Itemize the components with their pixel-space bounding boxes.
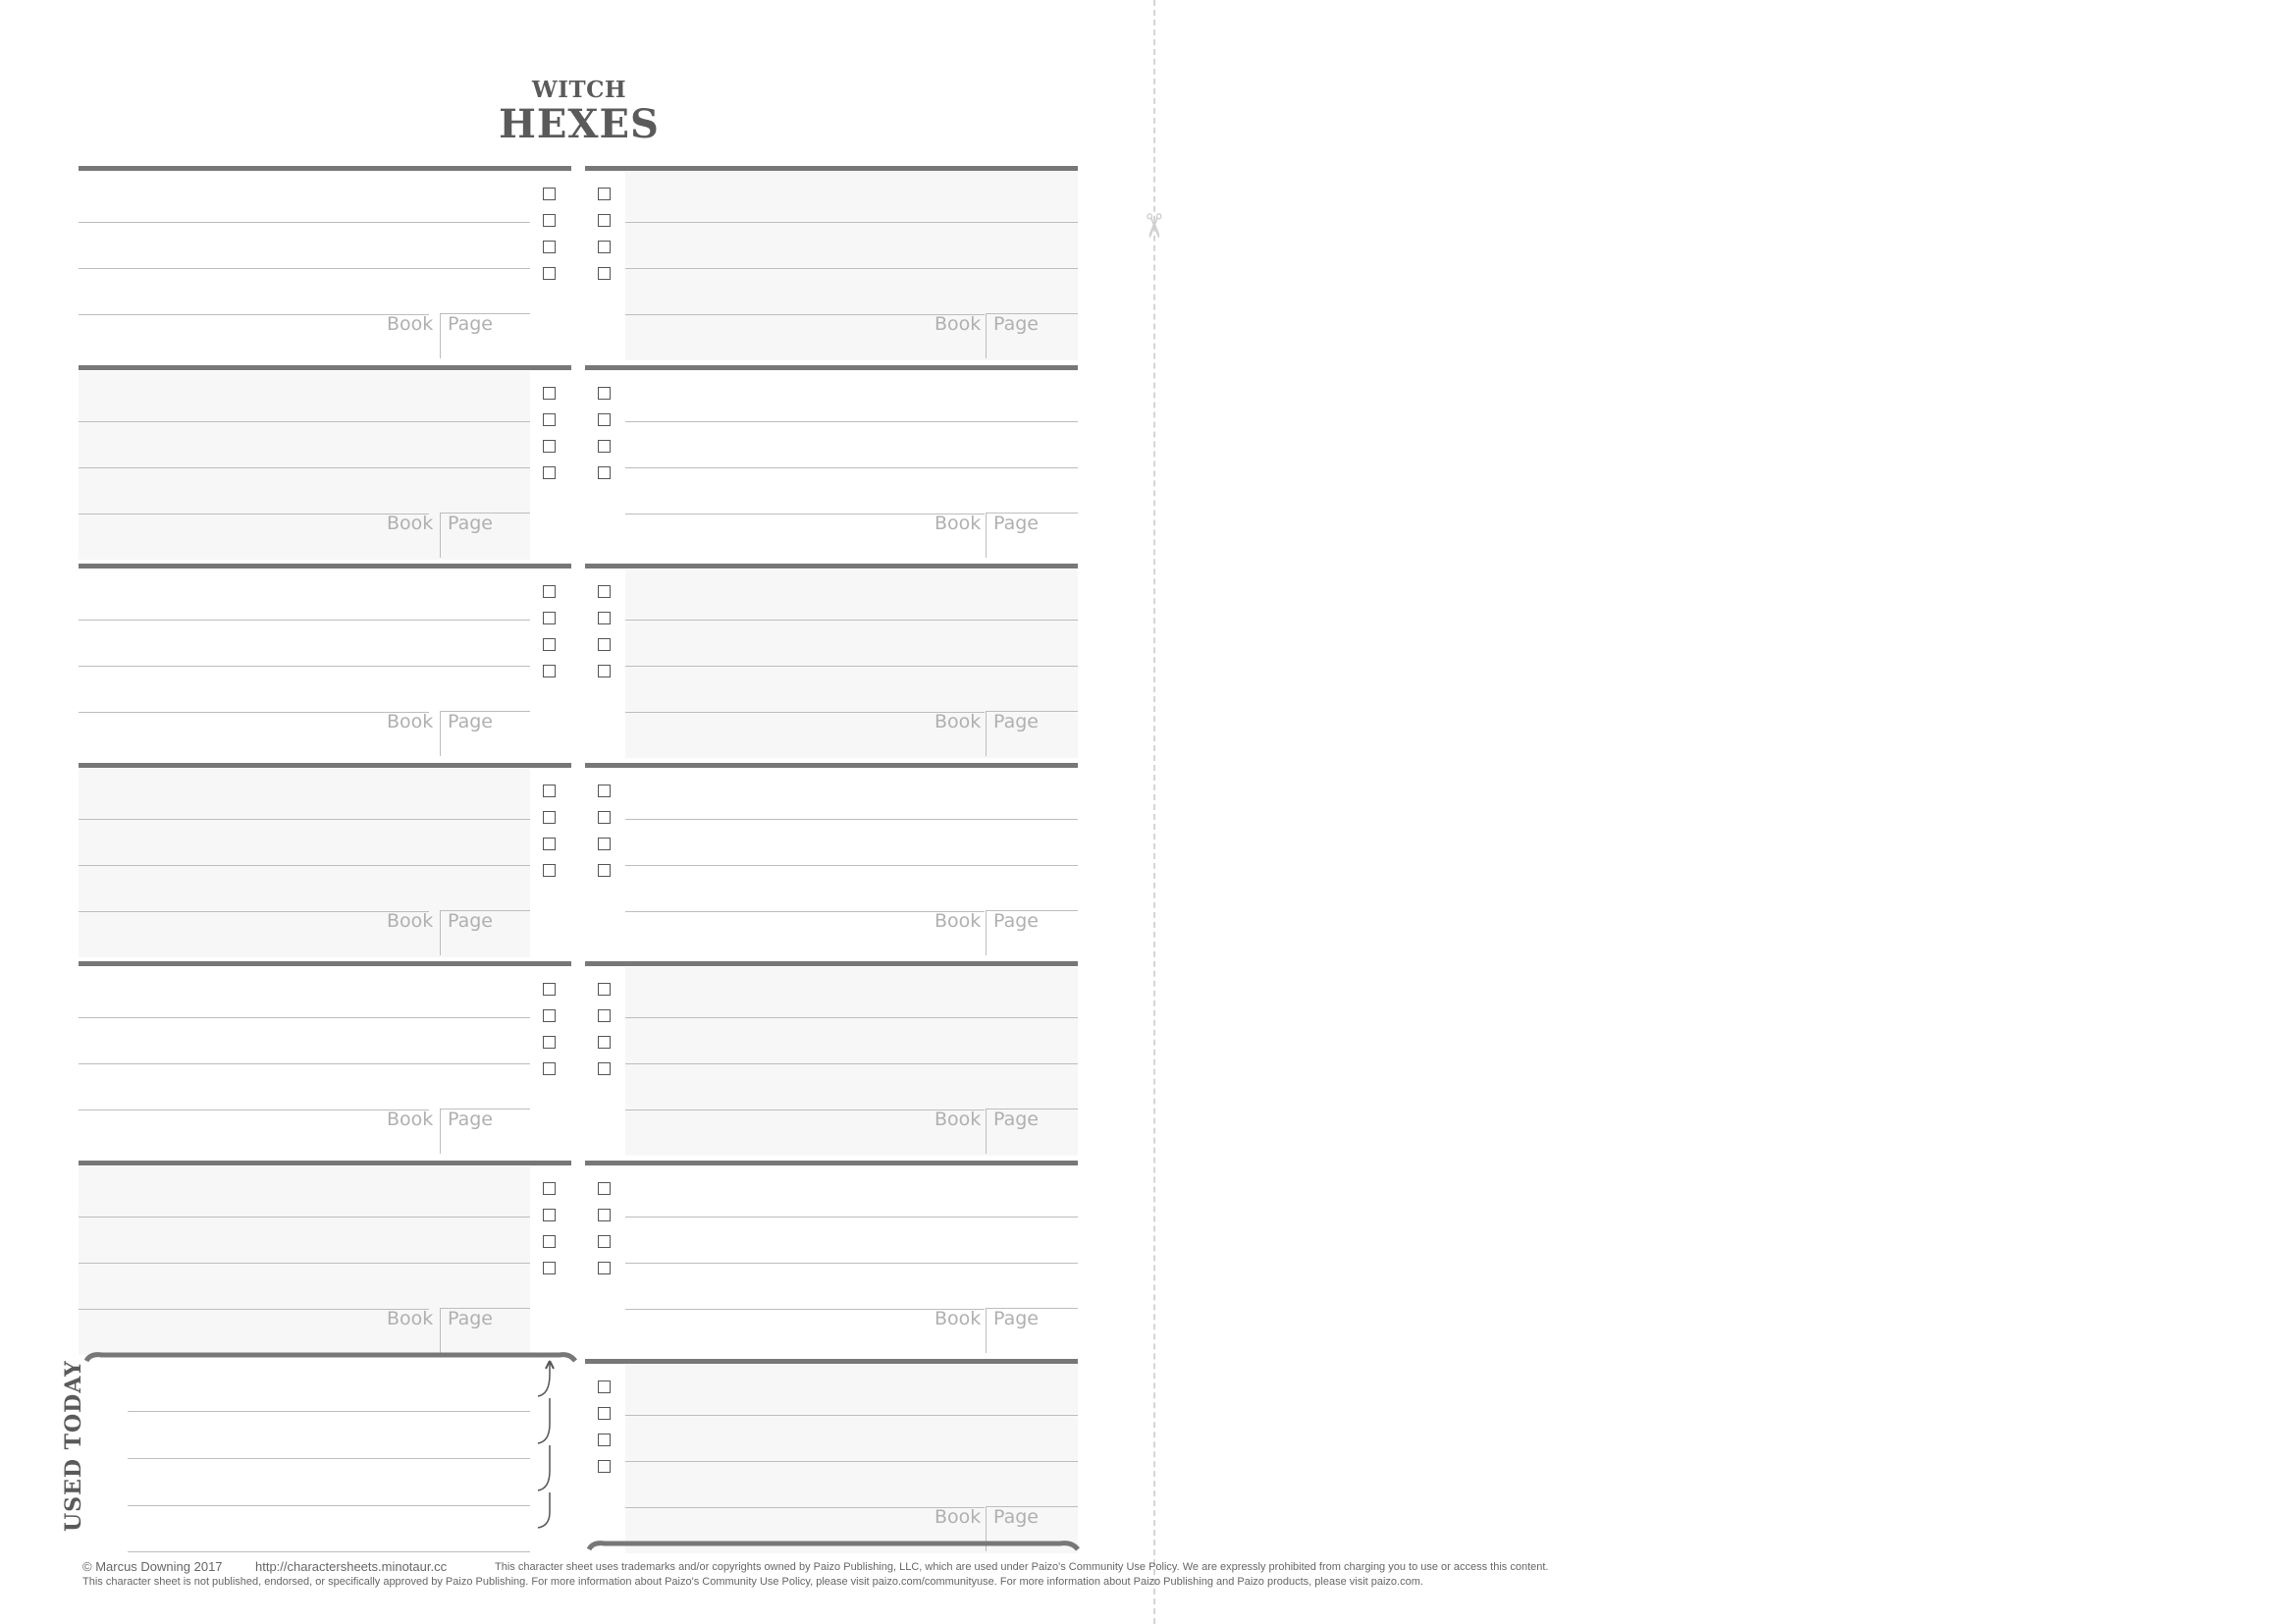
hex-name-line[interactable] <box>625 620 1078 621</box>
book-page-divider <box>986 513 987 558</box>
hex-use-checkbox[interactable] <box>543 983 556 996</box>
hex-slot-right <box>585 961 1078 1158</box>
hex-use-checkbox[interactable] <box>598 466 611 479</box>
book-page-divider <box>440 313 441 358</box>
book-label: Book <box>934 711 982 732</box>
book-label: Book <box>387 910 434 932</box>
hex-name-line[interactable] <box>79 1263 530 1264</box>
hex-use-checkbox[interactable] <box>543 387 556 400</box>
hex-use-checkbox[interactable] <box>598 214 611 227</box>
hex-slot-left <box>79 365 571 562</box>
hex-use-checkbox[interactable] <box>598 665 611 677</box>
book-label: Book <box>934 1109 982 1130</box>
book-label: Book <box>387 1308 434 1329</box>
hex-use-checkbox[interactable] <box>543 1009 556 1022</box>
hex-slot-left <box>79 961 571 1158</box>
hex-use-checkbox[interactable] <box>543 241 556 253</box>
hex-slot-right <box>585 763 1078 959</box>
slot-top-bar <box>79 1161 571 1165</box>
hex-use-checkbox[interactable] <box>598 838 611 850</box>
hex-name-line[interactable] <box>79 268 530 269</box>
hex-use-checkbox[interactable] <box>543 188 556 200</box>
hex-use-checkbox[interactable] <box>598 1036 611 1049</box>
book-label: Book <box>387 513 434 534</box>
hex-use-checkbox[interactable] <box>598 585 611 598</box>
hex-use-checkbox[interactable] <box>598 413 611 426</box>
footer-notice-2: This character sheet is not published, endorsed, or specifically approved by Paizo Publishing. For more information about Paizo's Community Use Policy, please visit paizo.com/communityuse. For more information about Paizo Publishing and Paizo products, please visit paizo.com. <box>82 1576 1423 1588</box>
slot-top-bar <box>585 763 1078 768</box>
bottom-ornament-bar <box>583 1538 1084 1557</box>
page-label: Page <box>448 1109 493 1130</box>
hex-use-checkbox[interactable] <box>543 413 556 426</box>
scissors-icon: ✂ <box>1134 211 1172 241</box>
slot-top-bar <box>79 365 571 370</box>
cut-line <box>1153 0 1155 1624</box>
sheet-title: HEXES <box>499 101 660 147</box>
hex-use-checkbox[interactable] <box>598 241 611 253</box>
hex-use-checkbox[interactable] <box>543 1182 556 1195</box>
hex-use-checkbox[interactable] <box>543 864 556 877</box>
hex-use-checkbox[interactable] <box>543 638 556 651</box>
hex-use-checkbox[interactable] <box>598 1235 611 1248</box>
slot-top-bar <box>79 166 571 171</box>
hex-use-checkbox[interactable] <box>543 838 556 850</box>
slot-top-bar <box>585 365 1078 370</box>
hex-name-line[interactable] <box>79 222 530 223</box>
hex-name-line[interactable] <box>79 1217 530 1218</box>
page-label: Page <box>993 513 1039 534</box>
page-label: Page <box>448 1308 493 1329</box>
book-page-divider <box>440 1109 441 1154</box>
hex-name-line[interactable] <box>79 1017 530 1018</box>
book-page-divider <box>986 1109 987 1154</box>
page-label: Page <box>993 711 1039 732</box>
hex-use-checkbox[interactable] <box>543 811 556 824</box>
hex-name-line[interactable] <box>625 666 1078 667</box>
hex-use-checkbox[interactable] <box>598 1009 611 1022</box>
hex-slot-right <box>585 1161 1078 1357</box>
page-label: Page <box>448 711 493 732</box>
book-page-divider <box>986 313 987 358</box>
used-today-line[interactable] <box>128 1411 530 1412</box>
hex-use-checkbox[interactable] <box>598 638 611 651</box>
slot-top-bar <box>79 564 571 568</box>
hex-use-checkbox[interactable] <box>543 665 556 677</box>
hex-name-line[interactable] <box>625 712 985 713</box>
hex-name-line[interactable] <box>79 1309 429 1310</box>
hex-slot-left <box>79 763 571 959</box>
hex-use-checkbox[interactable] <box>543 585 556 598</box>
hex-use-checkbox[interactable] <box>543 785 556 797</box>
hex-name-line[interactable] <box>625 865 1078 866</box>
hex-name-line[interactable] <box>625 222 1078 223</box>
hex-use-checkbox[interactable] <box>543 466 556 479</box>
hex-name-line[interactable] <box>625 1263 1078 1264</box>
hex-use-checkbox[interactable] <box>598 267 611 280</box>
hex-name-line[interactable] <box>79 712 429 713</box>
hex-use-checkbox[interactable] <box>598 440 611 453</box>
hex-name-line[interactable] <box>79 314 429 315</box>
hex-name-line[interactable] <box>625 1415 1078 1416</box>
hex-use-checkbox[interactable] <box>543 1062 556 1075</box>
book-page-divider <box>440 910 441 955</box>
page-label: Page <box>448 313 493 335</box>
hex-use-checkbox[interactable] <box>543 214 556 227</box>
slot-top-bar <box>585 1161 1078 1165</box>
hex-name-line[interactable] <box>79 1063 530 1064</box>
hex-use-checkbox[interactable] <box>598 1209 611 1221</box>
page-label: Page <box>448 910 493 932</box>
used-today-line[interactable] <box>128 1551 530 1552</box>
hex-name-line[interactable] <box>625 1507 985 1508</box>
book-page-divider <box>986 711 987 756</box>
slot-top-bar <box>79 961 571 966</box>
hex-name-line[interactable] <box>625 911 985 912</box>
hex-use-checkbox[interactable] <box>598 1434 611 1446</box>
hex-slot-left <box>79 1161 571 1357</box>
hex-name-line[interactable] <box>625 268 1078 269</box>
hex-slot-left <box>79 166 571 362</box>
hex-name-line[interactable] <box>79 467 530 468</box>
slot-top-bar <box>585 564 1078 568</box>
slot-top-bar <box>79 763 571 768</box>
page-label: Page <box>993 1109 1039 1130</box>
hex-name-line[interactable] <box>625 1309 985 1310</box>
book-label: Book <box>934 313 982 335</box>
hex-name-line[interactable] <box>79 421 530 422</box>
footer-url[interactable]: http://charactersheets.minotaur.cc <box>255 1559 448 1574</box>
used-today-line[interactable] <box>128 1505 530 1506</box>
sheet-subtitle: WITCH <box>531 77 627 103</box>
hex-name-line[interactable] <box>625 467 1078 468</box>
hex-slot-right <box>585 564 1078 760</box>
hex-use-checkbox[interactable] <box>598 612 611 624</box>
hex-name-line[interactable] <box>625 1461 1078 1462</box>
book-label: Book <box>934 910 982 932</box>
hex-use-checkbox[interactable] <box>598 1407 611 1420</box>
hex-slot-right <box>585 166 1078 362</box>
page-label: Page <box>993 1506 1039 1528</box>
hex-name-line[interactable] <box>625 1017 1078 1018</box>
page-label: Page <box>993 313 1039 335</box>
hex-use-checkbox[interactable] <box>543 1209 556 1221</box>
hex-use-checkbox[interactable] <box>598 811 611 824</box>
hex-use-checkbox[interactable] <box>543 1036 556 1049</box>
hex-use-checkbox[interactable] <box>598 188 611 200</box>
hex-use-checkbox[interactable] <box>543 1262 556 1274</box>
hex-use-checkbox[interactable] <box>598 785 611 797</box>
used-today-line[interactable] <box>128 1458 530 1459</box>
hex-use-checkbox[interactable] <box>598 864 611 877</box>
hex-name-line[interactable] <box>79 911 429 912</box>
hex-use-checkbox[interactable] <box>598 1262 611 1274</box>
hex-use-checkbox[interactable] <box>598 387 611 400</box>
book-label: Book <box>387 711 434 732</box>
hex-use-checkbox[interactable] <box>543 267 556 280</box>
book-page-divider <box>440 711 441 756</box>
slot-top-bar <box>585 961 1078 966</box>
hex-name-line[interactable] <box>625 819 1078 820</box>
hex-name-line[interactable] <box>79 865 530 866</box>
book-page-divider <box>986 910 987 955</box>
used-today-label: USED TODAY <box>61 1360 86 1532</box>
book-page-divider <box>986 1308 987 1353</box>
hex-name-line[interactable] <box>625 1063 1078 1064</box>
hex-use-checkbox[interactable] <box>598 1182 611 1195</box>
hex-slot-right <box>585 1359 1078 1555</box>
hex-name-line[interactable] <box>79 819 530 820</box>
book-label: Book <box>934 1506 982 1528</box>
hex-use-checkbox[interactable] <box>543 440 556 453</box>
hex-name-line[interactable] <box>625 1217 1078 1218</box>
hex-use-checkbox[interactable] <box>543 612 556 624</box>
hex-slot-right <box>585 365 1078 562</box>
book-page-divider <box>440 513 441 558</box>
hex-name-line[interactable] <box>79 666 530 667</box>
hex-name-line[interactable] <box>625 314 985 315</box>
slot-top-bar <box>585 166 1078 171</box>
hex-use-checkbox[interactable] <box>598 1380 611 1393</box>
hex-use-checkbox[interactable] <box>598 983 611 996</box>
hex-use-checkbox[interactable] <box>598 1062 611 1075</box>
book-label: Book <box>387 313 434 335</box>
hex-name-line[interactable] <box>79 620 530 621</box>
hex-slot-left <box>79 564 571 760</box>
page-label: Page <box>448 513 493 534</box>
page-label: Page <box>993 910 1039 932</box>
page-label: Page <box>993 1308 1039 1329</box>
book-label: Book <box>934 513 982 534</box>
footer-notice-1: This character sheet uses trademarks and/or copyrights owned by Paizo Publishing, LLC, which are used under Paizo's Community Use Policy. We are expressly prohibited from charging you to use or access this content. <box>495 1561 1549 1573</box>
hex-use-checkbox[interactable] <box>543 1235 556 1248</box>
hex-use-checkbox[interactable] <box>598 1460 611 1473</box>
used-today-bar <box>79 1347 579 1367</box>
slot-top-bar <box>585 1359 1078 1364</box>
book-label: Book <box>387 1109 434 1130</box>
footer-copyright: © Marcus Downing 2017 <box>82 1559 223 1574</box>
hex-name-line[interactable] <box>625 421 1078 422</box>
used-today-brackets <box>530 1355 560 1532</box>
book-label: Book <box>934 1308 982 1329</box>
